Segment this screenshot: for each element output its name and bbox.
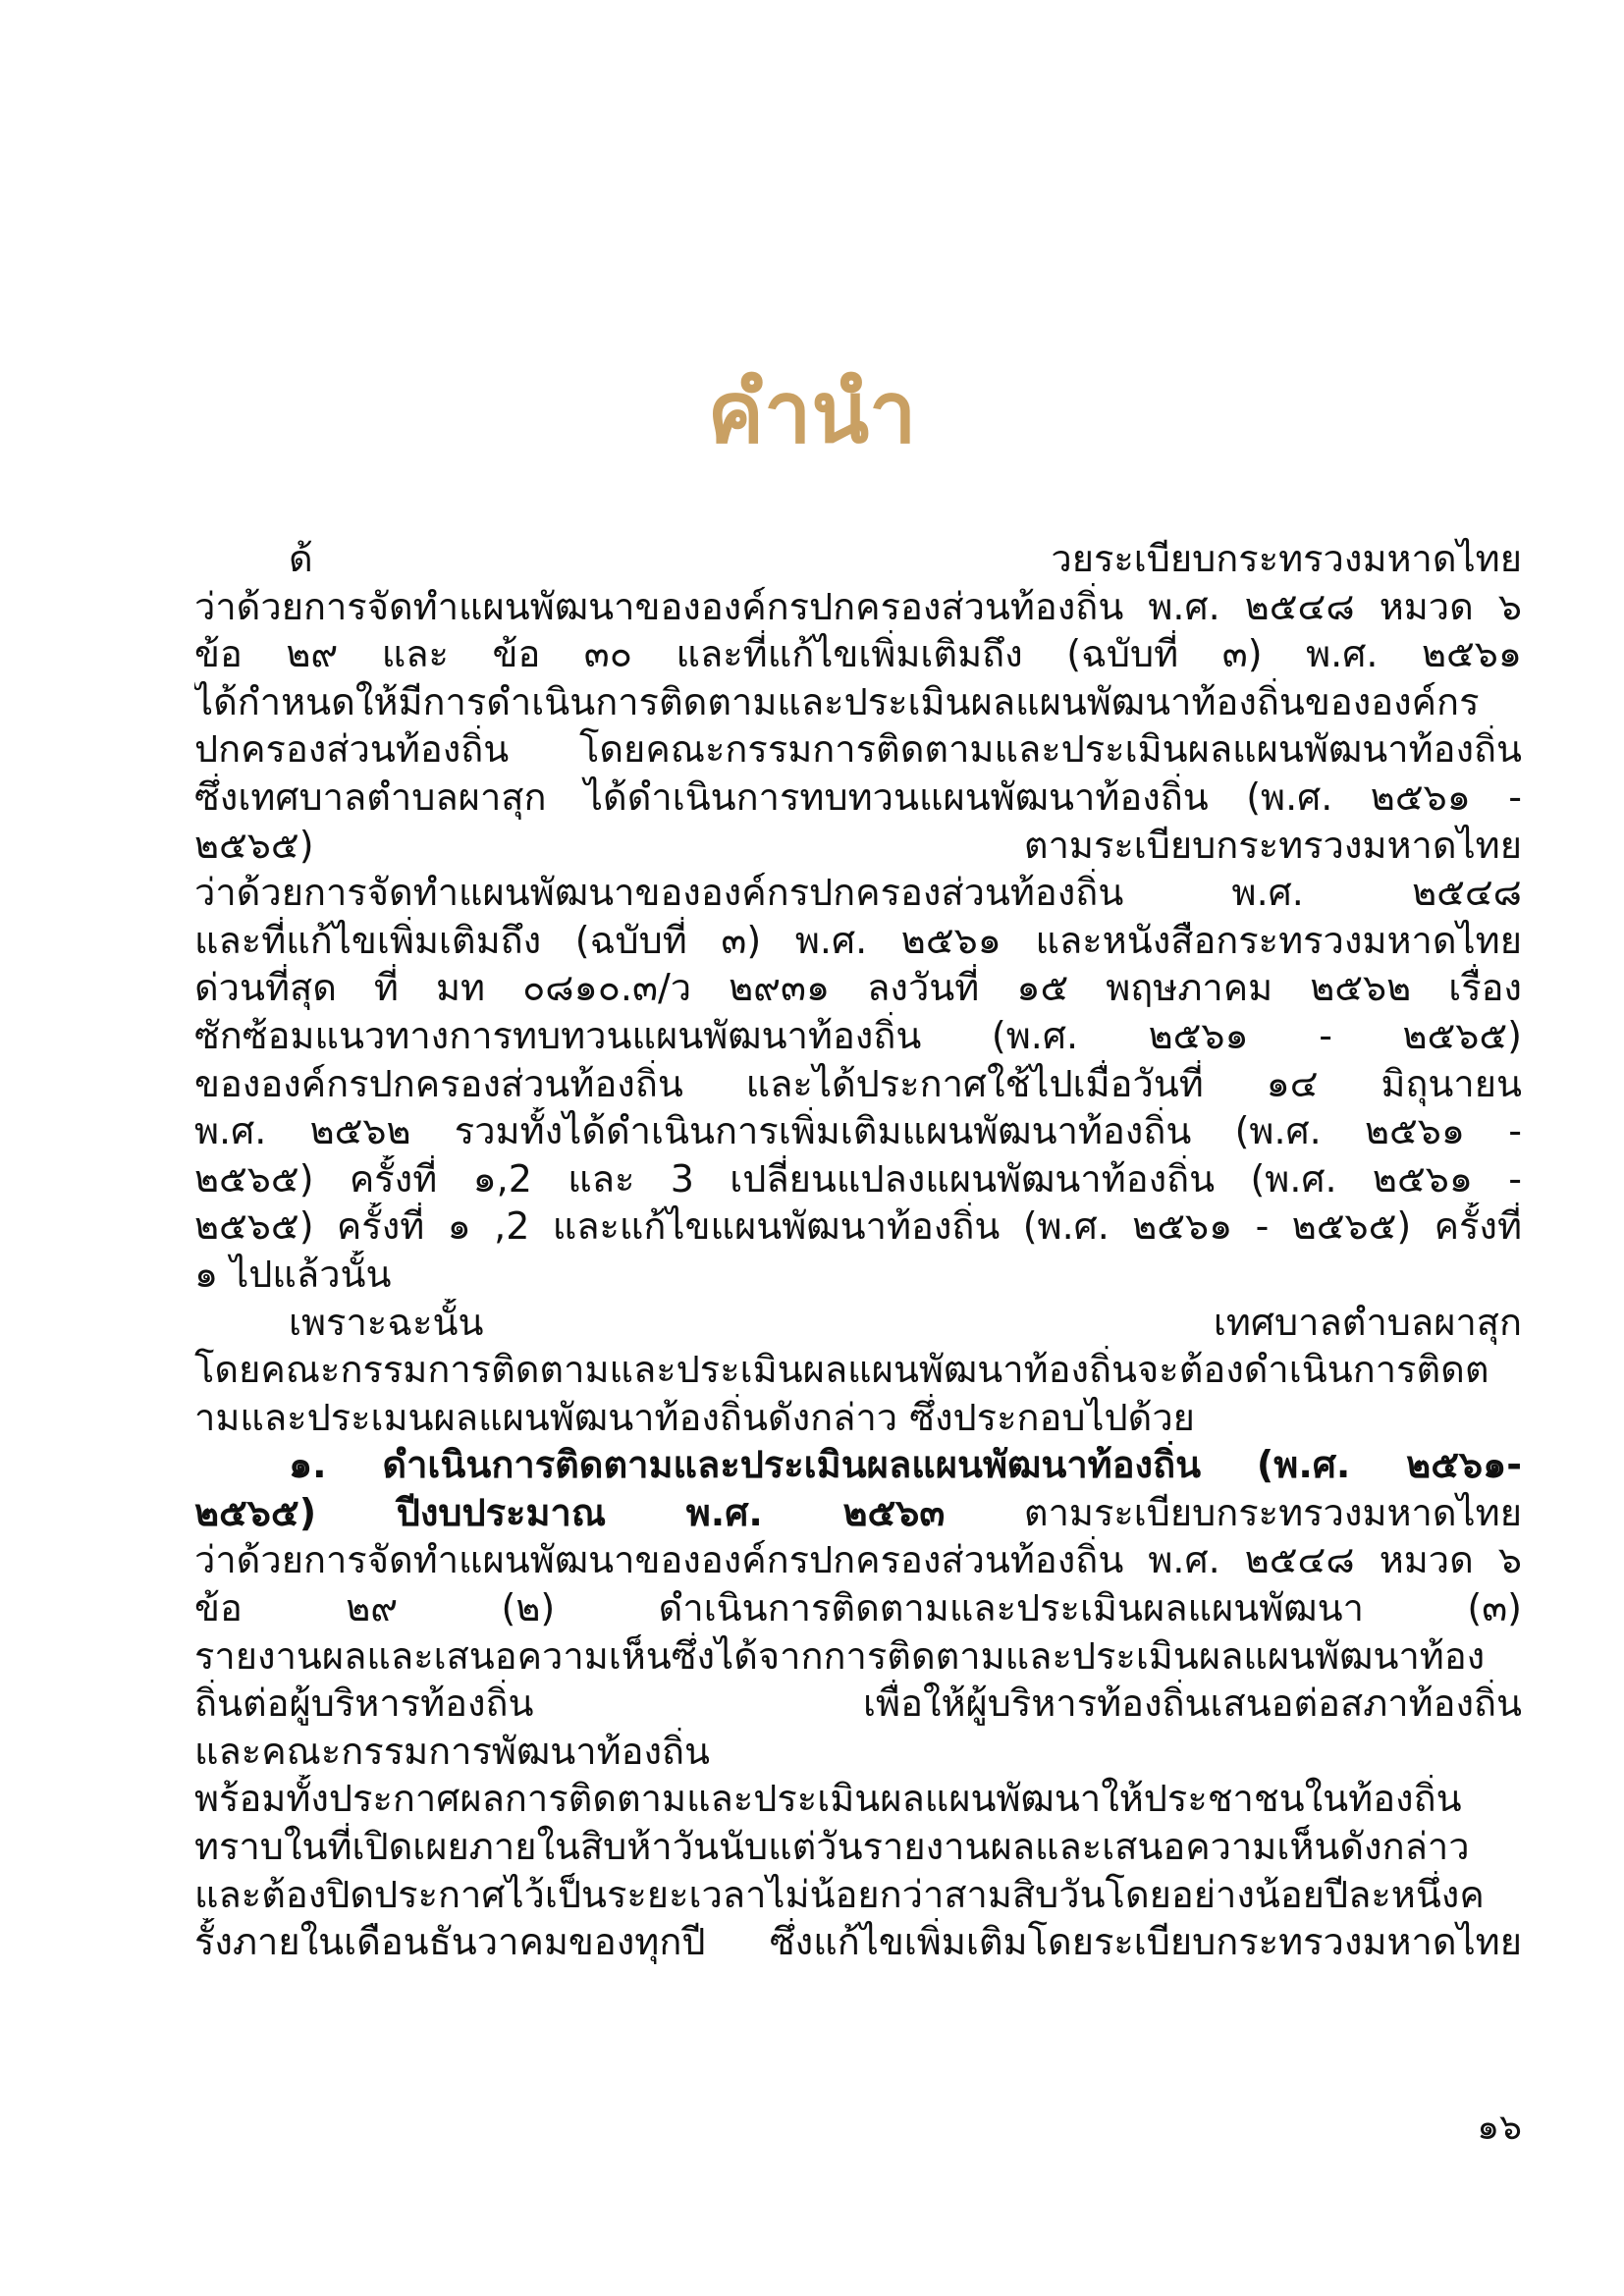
text-line: ามและประเมนผลแผนพัฒนาท้องถิ่นดังกล่าว ซึ่งประกอบไปด้วย [194,1395,1195,1439]
text-line: ได้กำหนดให้มีการดำเนินการติดตามและประเมินผลแผนพัฒนาท้องถิ่นขององค์กร [194,679,1480,723]
text-line: เพราะฉะนั้น เทศบาลตำบลผาสุก [289,1300,1522,1344]
text-line: ทราบในที่เปิดเผยภายในสิบห้าวันนับแต่วันรายงานผลและเสนอความเห็นดังกล่าว [194,1825,1470,1869]
text-line: ซึ่งเทศบาลตำบลผาสุก ได้ดำเนินการทบทวนแผนพัฒนาท้องถิ่น (พ.ศ. ๒๕๖๑ - [194,774,1522,819]
text-line: ๒๕๖๕) ครั้งที่ ๑,2 และ 3 เปลี่ยนแปลงแผนพัฒนาท้องถิ่น (พ.ศ. ๒๕๖๑ - [194,1156,1522,1201]
text-line: พร้อมทั้งประกาศผลการติดตามและประเมินผลแผนพัฒนาให้ประชาชนในท้องถิ่น [194,1777,1462,1821]
text-line: ซักซ้อมแนวทางการทบทวนแผนพัฒนาท้องถิ่น (พ.ศ. ๒๕๖๑ - ๒๕๖๕) [194,1013,1522,1057]
text-line: ข้อ ๒๙ และ ข้อ ๓๐ และที่แก้ไขเพิ่มเติมถึง (ฉบับที่ ๓) พ.ศ. ๒๕๖๑ [194,632,1522,676]
text-line: ด่วนที่สุด ที่ มท ๐๘๑๐.๓/ว ๒๙๓๑ ลงวันที่ ๑๕ พฤษภาคม ๒๕๖๒ เรื่อง [194,966,1522,1010]
text-line: ๒๕๖๕) ครั้งที่ ๑ ,2 และแก้ไขแผนพัฒนาท้องถิ่น (พ.ศ. ๒๕๖๑ - ๒๕๖๕) ครั้งที่ [194,1204,1522,1249]
text-line: ว่าด้วยการจัดทำแผนพัฒนาขององค์กรปกครองส่วนท้องถิ่น พ.ศ. ๒๕๔๘ หมวด ๖ [194,1538,1522,1582]
text-line: รั้งภายในเดือนธันวาคมของทุกปี ซึ่งแก้ไขเพิ่มเติมโดยระเบียบกระทรวงมหาดไทย [194,1920,1522,1964]
item-heading-line: ๑. ดำเนินการติดตามและประเมินผลแผนพัฒนาท้องถิ่น (พ.ศ. ๒๕๖๑- [289,1443,1522,1487]
page-number: ๑๖ [1477,2108,1522,2148]
text-line: และที่แก้ไขเพิ่มเติมถึง (ฉบับที่ ๓) พ.ศ. ๒๕๖๑ และหนังสือกระทรวงมหาดไทย [194,918,1522,962]
text-line: พ.ศ. ๒๕๖๒ รวมทั้งได้ดำเนินการเพิ่มเติมแผนพัฒนาท้องถิ่น (พ.ศ. ๒๕๖๑ - [194,1109,1522,1153]
text-line: ว่าด้วยการจัดทำแผนพัฒนาขององค์กรปกครองส่วนท้องถิ่น พ.ศ. ๒๕๔๘ [194,871,1522,915]
item-heading-rest: ตามระเบียบกระทรวงมหาดไทย [945,1490,1522,1534]
text-line: ว่าด้วยการจัดทำแผนพัฒนาขององค์กรปกครองส่วนท้องถิ่น พ.ศ. ๒๕๔๘ หมวด ๖ [194,584,1522,628]
text-line: และต้องปิดประกาศไว้เป็นระยะเวลาไม่น้อยกว่าสามสิบวันโดยอย่างน้อยปีละหนึ่งค [194,1872,1485,1916]
text-line: ๒๕๖๕) ตามระเบียบกระทรวงมหาดไทย [194,823,1522,867]
text-line: ด้ วยระเบียบกระทรวงมหาดไทย [289,537,1522,580]
text-line: ถิ่นต่อผู้บริหารท้องถิ่น เพื่อให้ผู้บริหารท้องถิ่นเสนอต่อสภาท้องถิ่น [194,1682,1522,1726]
text-line: โดยคณะกรรมการติดตามและประเมินผลแผนพัฒนาท้องถิ่นจะต้องดำเนินการติดต [194,1348,1489,1392]
text-line: รายงานผลและเสนอความเห็นซึ่งได้จากการติดตามและประเมินผลแผนพัฒนาท้อง [194,1633,1486,1678]
item-heading-bold: ๒๕๖๕) ปีงบประมาณ พ.ศ. ๒๕๖๓ [194,1490,946,1534]
text-line: ปกครองส่วนท้องถิ่น โดยคณะกรรมการติดตามและประเมินผลแผนพัฒนาท้องถิ่น [194,727,1522,772]
text-line: ข้อ ๒๙ (๒) ดำเนินการติดตามและประเมินผลแผนพัฒนา (๓) [194,1586,1522,1630]
text-line: ๑ ไปแล้วนั้น [194,1252,392,1296]
text-line: ขององค์กรปกครองส่วนท้องถิ่น และได้ประกาศใช้ไปเมื่อวันที่ ๑๔ มิถุนายน [194,1061,1522,1105]
body-text [194,535,1522,1966]
text-line [194,1489,1522,1537]
page-title: คำนำ [707,364,917,462]
text-line: และคณะกรรมการพัฒนาท้องถิ่น [194,1729,711,1773]
